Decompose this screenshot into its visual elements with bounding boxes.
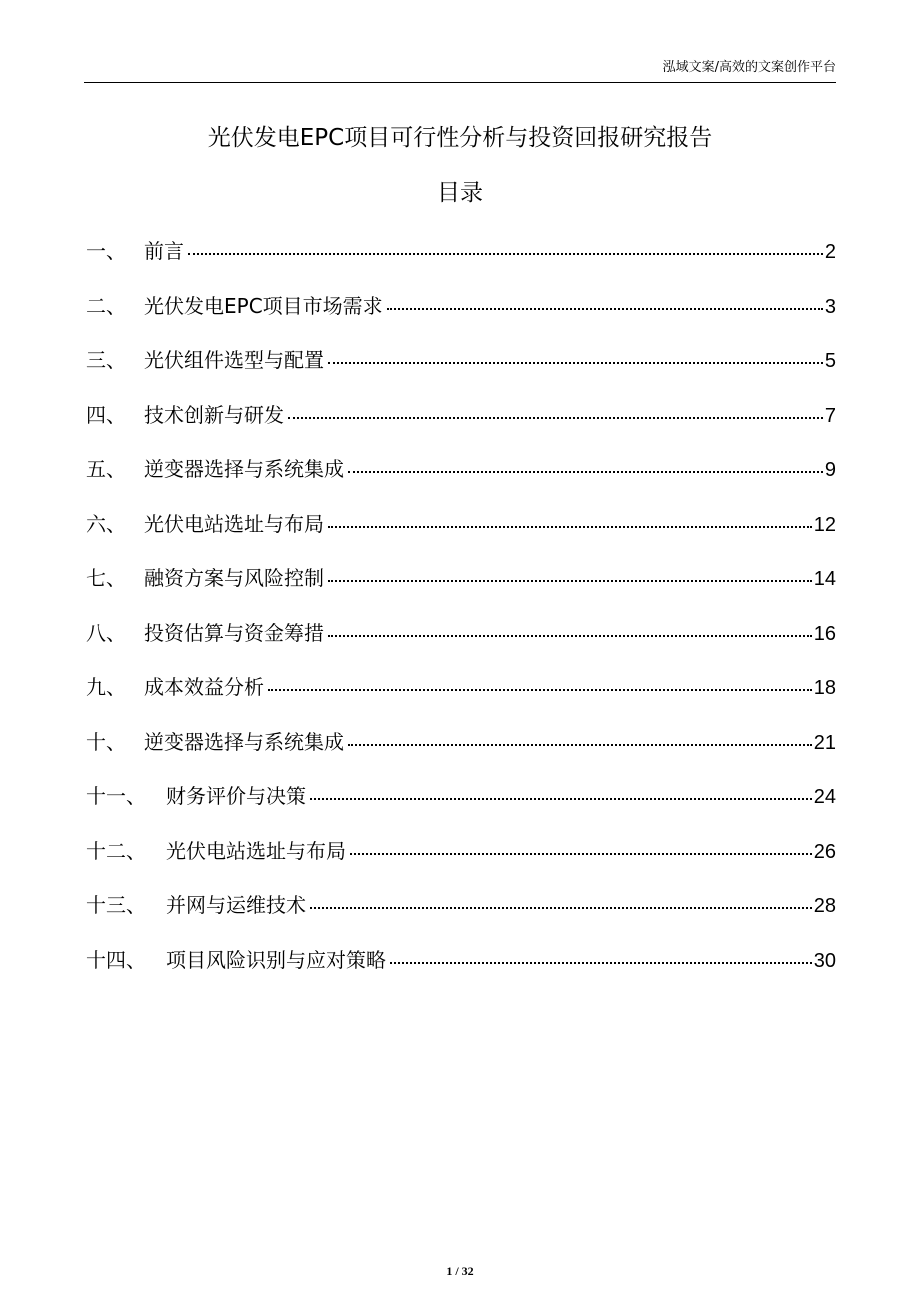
toc-entry[interactable] [86, 510, 836, 565]
toc-entry-number: 八、 [86, 620, 126, 645]
toc-entry[interactable] [86, 782, 836, 837]
toc-heading: 目录 [437, 180, 483, 206]
table-of-contents [86, 237, 836, 1000]
header-divider [84, 82, 836, 83]
toc-entry-label: 技术创新与研发 [144, 402, 284, 427]
toc-entry-label: 财务评价与决策 [166, 784, 306, 808]
page-header-text: 泓域文案/高效的文案创作平台 [662, 60, 836, 75]
toc-entry[interactable] [86, 619, 836, 674]
toc-entry-number: 十三、 [86, 893, 146, 917]
toc-entry-page: 3 [824, 295, 836, 318]
toc-entry-page: 18 [813, 677, 836, 699]
toc-entry-label: 投资估算与资金筹措 [144, 620, 324, 645]
toc-dot-leader [310, 798, 812, 800]
toc-entry-page: 5 [824, 350, 836, 372]
toc-entry-page: 21 [813, 731, 836, 754]
toc-entry-label: 融资方案与风险控制 [144, 566, 324, 590]
toc-dot-leader [328, 362, 823, 364]
toc-dot-leader [348, 471, 823, 473]
page-number-indicator: 1 / 32 [446, 1264, 474, 1278]
toc-entry[interactable] [86, 946, 836, 1001]
toc-dot-leader [310, 907, 812, 909]
toc-entry-number: 三、 [86, 348, 126, 372]
toc-entry-label: 项目风险识别与应对策略 [166, 947, 386, 972]
document-title: 光伏发电EPC项目可行性分析与投资回报研究报告 [207, 125, 713, 151]
toc-dot-leader [268, 689, 812, 691]
toc-entry-number: 十一、 [86, 784, 146, 808]
toc-entry-page: 12 [813, 513, 836, 536]
toc-entry[interactable] [86, 891, 836, 946]
toc-dot-leader [328, 526, 812, 528]
toc-entry-label: 逆变器选择与系统集成 [144, 729, 344, 754]
toc-entry-number: 七、 [86, 566, 126, 590]
toc-entry[interactable] [86, 837, 836, 892]
toc-entry[interactable] [86, 346, 836, 401]
toc-entry[interactable] [86, 455, 836, 510]
toc-entry-number: 五、 [86, 457, 126, 481]
toc-entry-label: 光伏电站选址与布局 [166, 838, 346, 863]
toc-entry-page: 9 [824, 459, 836, 481]
toc-entry[interactable] [86, 673, 836, 728]
toc-entry[interactable] [86, 292, 836, 347]
toc-entry-label: 成本效益分析 [144, 675, 264, 699]
toc-dot-leader [328, 580, 812, 582]
toc-dot-leader [350, 853, 812, 855]
toc-entry[interactable] [86, 401, 836, 456]
toc-dot-leader [348, 744, 812, 746]
toc-dot-leader [188, 253, 823, 255]
toc-entry-number: 十四、 [86, 947, 146, 972]
toc-dot-leader [387, 308, 823, 310]
toc-entry-number: 四、 [86, 402, 126, 427]
toc-entry-number: 一、 [86, 239, 126, 263]
toc-entry-label: 光伏发电EPC项目市场需求 [144, 293, 383, 318]
toc-entry-label: 光伏组件选型与配置 [144, 348, 324, 372]
toc-entry-page: 24 [813, 786, 836, 808]
toc-entry-label: 并网与运维技术 [166, 893, 306, 917]
toc-dot-leader [328, 635, 812, 637]
toc-entry-label: 光伏电站选址与布局 [144, 511, 324, 536]
toc-entry[interactable] [86, 237, 836, 292]
toc-entry-page: 14 [813, 568, 836, 590]
toc-entry-number: 六、 [86, 511, 126, 536]
toc-entry-page: 7 [824, 404, 836, 427]
toc-entry[interactable] [86, 728, 836, 783]
toc-entry-page: 28 [813, 895, 836, 917]
toc-entry-number: 九、 [86, 675, 126, 699]
toc-entry-label: 逆变器选择与系统集成 [144, 457, 344, 481]
toc-entry-label: 前言 [144, 239, 184, 263]
toc-entry-number: 十二、 [86, 838, 146, 863]
toc-entry[interactable] [86, 564, 836, 619]
toc-entry-page: 30 [813, 949, 836, 972]
toc-dot-leader [288, 417, 823, 419]
toc-entry-page: 16 [813, 622, 836, 645]
toc-entry-number: 十、 [86, 729, 126, 754]
toc-dot-leader [390, 962, 812, 964]
toc-entry-page: 2 [824, 241, 836, 263]
toc-entry-number: 二、 [86, 293, 126, 318]
toc-entry-page: 26 [813, 840, 836, 863]
